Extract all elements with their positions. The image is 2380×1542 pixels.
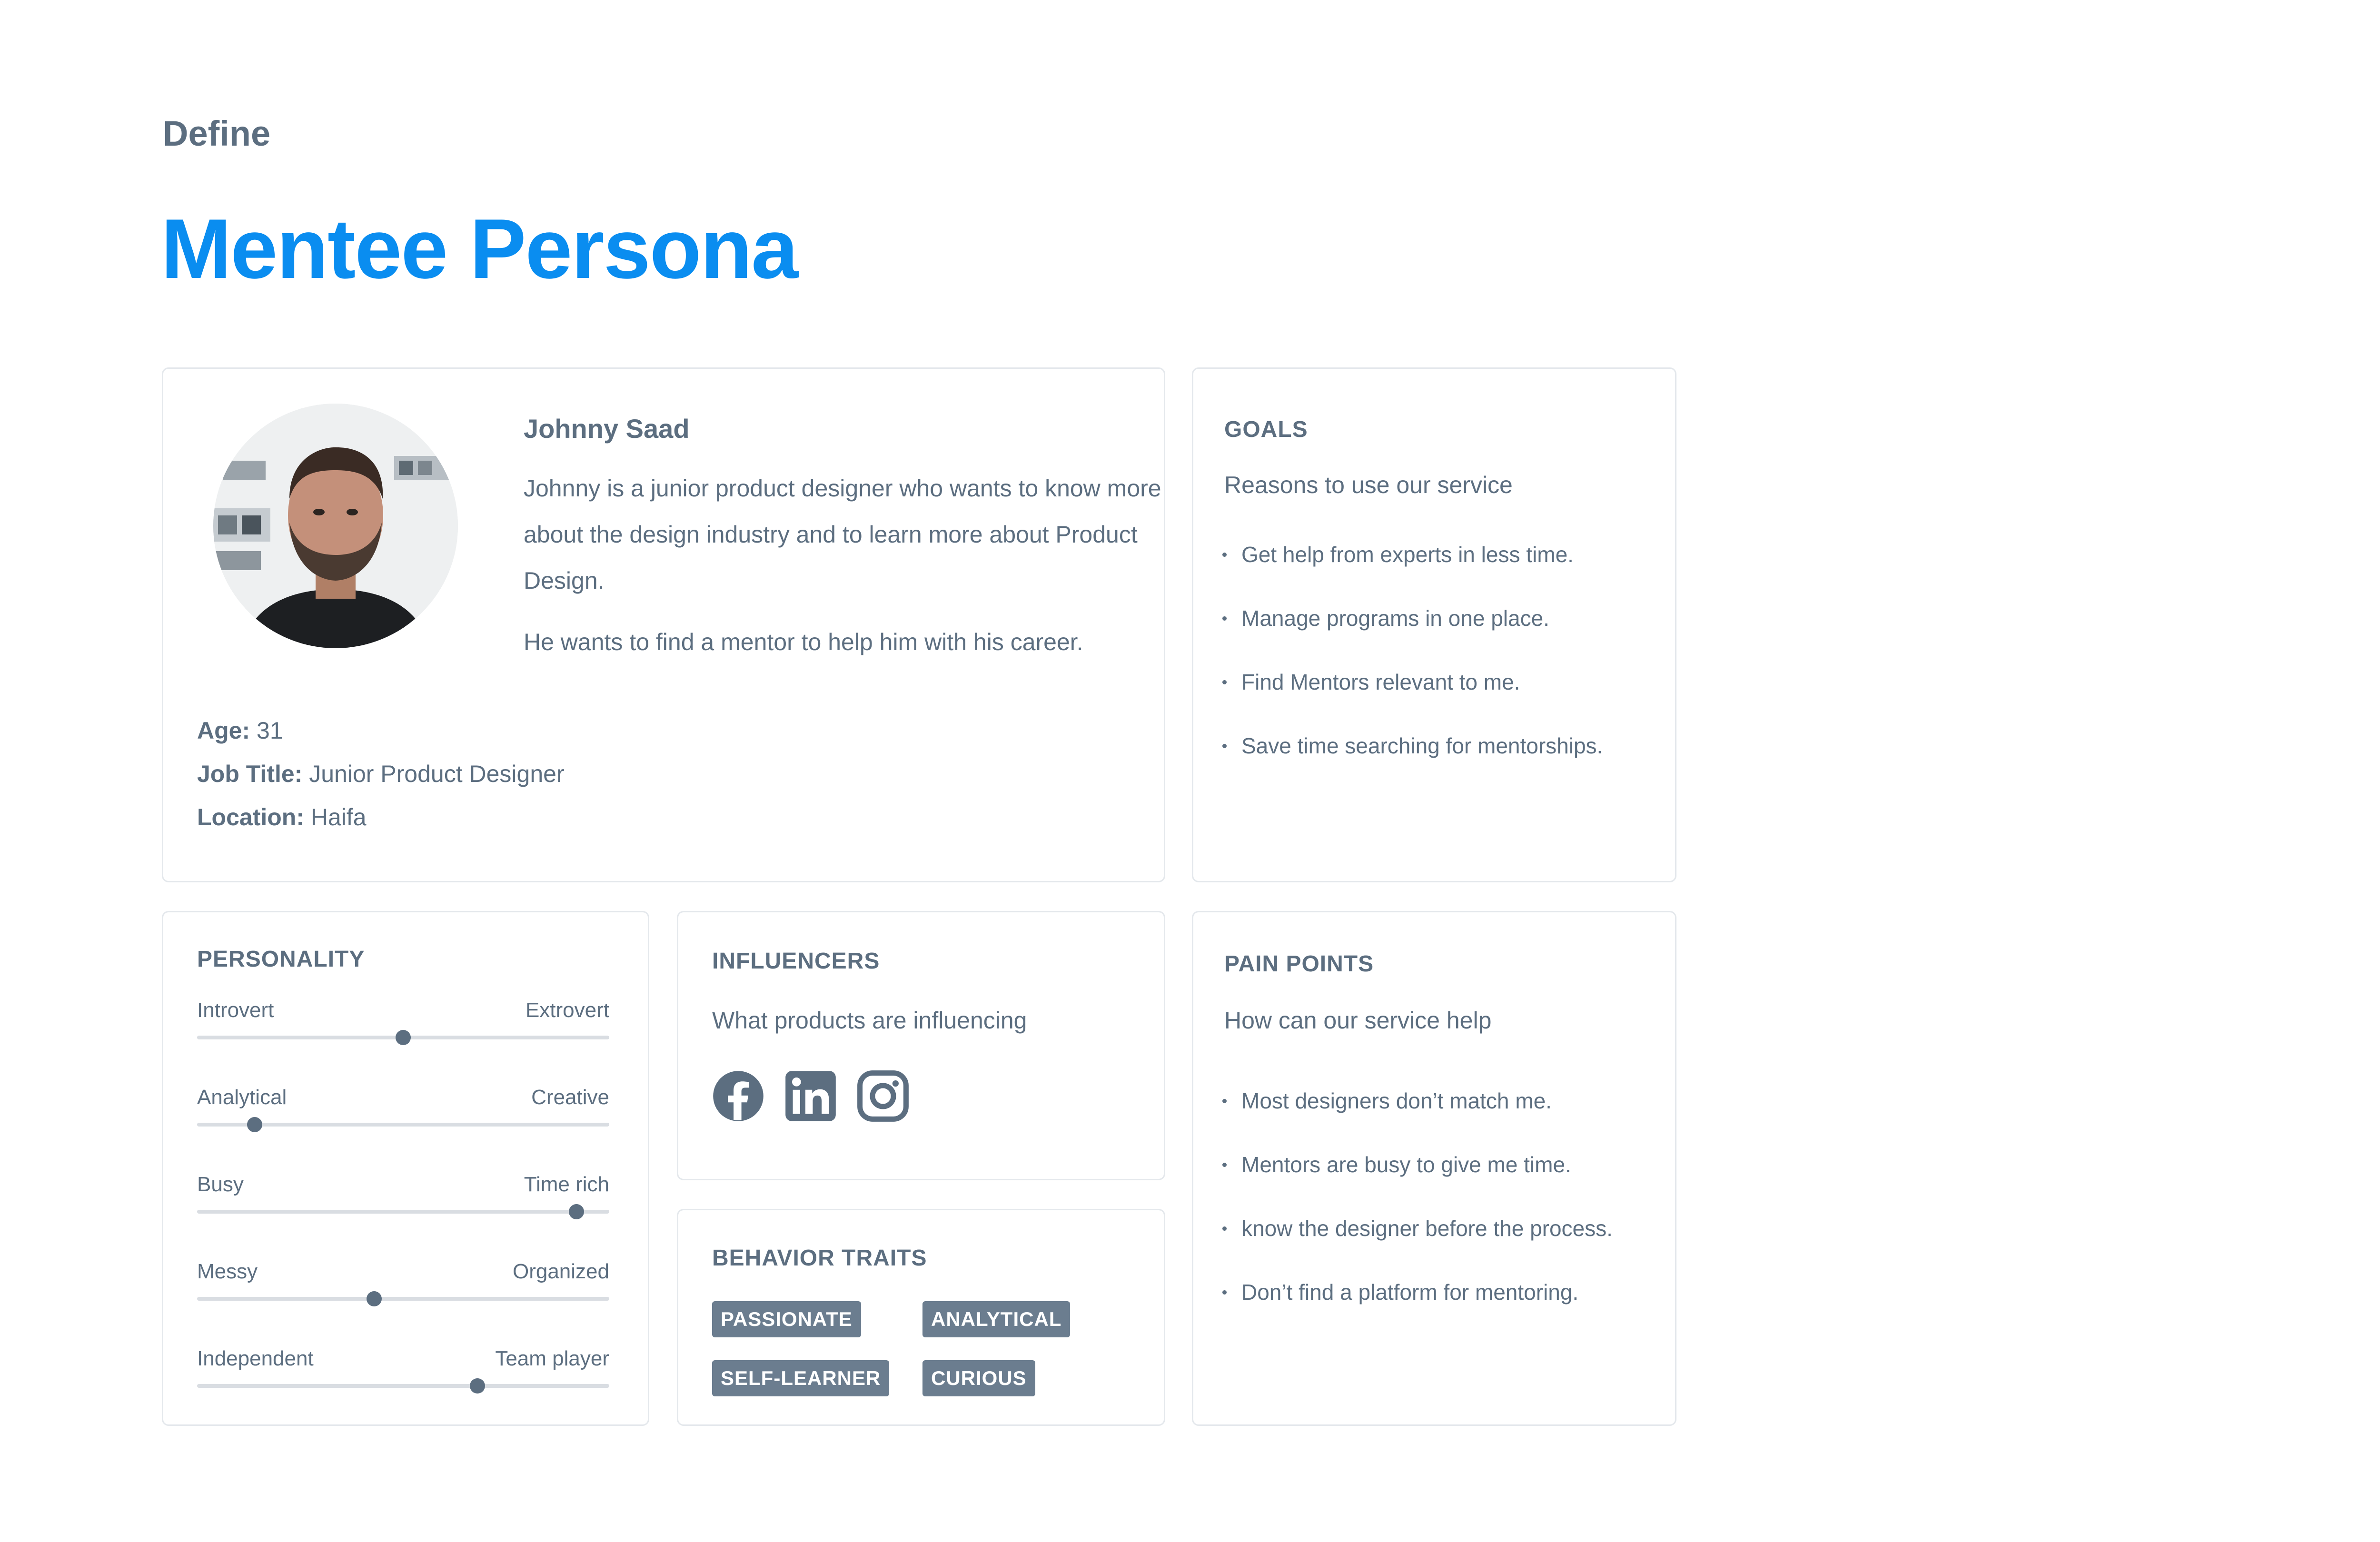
fact-job-title: Job Title: Junior Product Designer: [197, 761, 565, 787]
scale-left-label: Independent: [197, 1347, 314, 1370]
trait-tag: ANALYTICAL: [922, 1301, 1070, 1337]
avatar-photo: [213, 404, 458, 648]
list-item: Don’t find a platform for mentoring.: [1222, 1278, 1613, 1342]
scale-right-label: Extrovert: [525, 998, 609, 1022]
scale-left-label: Analytical: [197, 1086, 287, 1109]
scale-knob: [569, 1204, 584, 1219]
list-item: know the designer before the process.: [1222, 1214, 1613, 1278]
scale-left-label: Busy: [197, 1173, 244, 1196]
list-item: Find Mentors relevant to me.: [1222, 668, 1603, 731]
trait-tag: CURIOUS: [922, 1360, 1035, 1396]
trait-tag: SELF-LEARNER: [712, 1360, 889, 1396]
persona-facts: [197, 709, 565, 839]
personality-scale: [197, 998, 609, 1051]
scale-knob: [367, 1291, 382, 1306]
behavior-title: BEHAVIOR TRAITS: [712, 1245, 927, 1271]
scale-right-label: Time rich: [524, 1173, 609, 1196]
scale-track: [197, 1384, 609, 1388]
scale-track: [197, 1210, 609, 1214]
persona-bio-secondary: He wants to find a mentor to help him with his career.: [524, 629, 1083, 655]
list-item: Save time searching for mentorships.: [1222, 731, 1603, 795]
pain-points-title: PAIN POINTS: [1224, 951, 1374, 977]
goals-subtitle: Reasons to use our service: [1224, 472, 1513, 498]
trait-tag: PASSIONATE: [712, 1301, 861, 1337]
scale-track: [197, 1297, 609, 1301]
pain-points-subtitle: How can our service help: [1224, 1007, 1492, 1034]
instagram-icon[interactable]: [857, 1070, 909, 1122]
page-title: Mentee Persona: [161, 201, 798, 296]
persona-name: Johnny Saad: [524, 414, 690, 444]
list-item: Most designers don’t match me.: [1222, 1087, 1613, 1150]
goals-title: GOALS: [1224, 417, 1308, 442]
pain-points-list: [1222, 1087, 1613, 1342]
fact-location: Location: Haifa: [197, 804, 367, 830]
section-label: Define: [163, 114, 271, 153]
personality-scale: [197, 1086, 609, 1138]
fact-age: Age: 31: [197, 717, 283, 744]
list-item: Get help from experts in less time.: [1222, 540, 1603, 604]
scale-knob: [247, 1117, 262, 1132]
avatar: [213, 404, 458, 648]
personality-scale: [197, 1347, 609, 1399]
scale-knob: [470, 1378, 485, 1394]
goals-list: [1222, 540, 1603, 795]
personality-title: PERSONALITY: [197, 947, 365, 972]
scale-left-label: Messy: [197, 1260, 258, 1283]
facebook-icon[interactable]: [712, 1070, 764, 1122]
personality-scale: [197, 1173, 609, 1225]
scale-right-label: Creative: [531, 1086, 609, 1109]
scale-right-label: Organized: [512, 1260, 609, 1283]
linkedin-icon[interactable]: [784, 1070, 837, 1122]
influencers-title: INFLUENCERS: [712, 949, 880, 974]
persona-bio: Johnny is a junior product designer who wants to know more about the design industry and to learn more about Product Design.: [524, 475, 1161, 594]
list-item: Manage programs in one place.: [1222, 604, 1603, 668]
scale-right-label: Team player: [495, 1347, 609, 1370]
scale-left-label: Introvert: [197, 998, 274, 1022]
scale-knob: [396, 1030, 411, 1045]
personality-scale: [197, 1260, 609, 1312]
influencers-subtitle: What products are influencing: [712, 1007, 1027, 1034]
list-item: Mentors are busy to give me time.: [1222, 1150, 1613, 1214]
